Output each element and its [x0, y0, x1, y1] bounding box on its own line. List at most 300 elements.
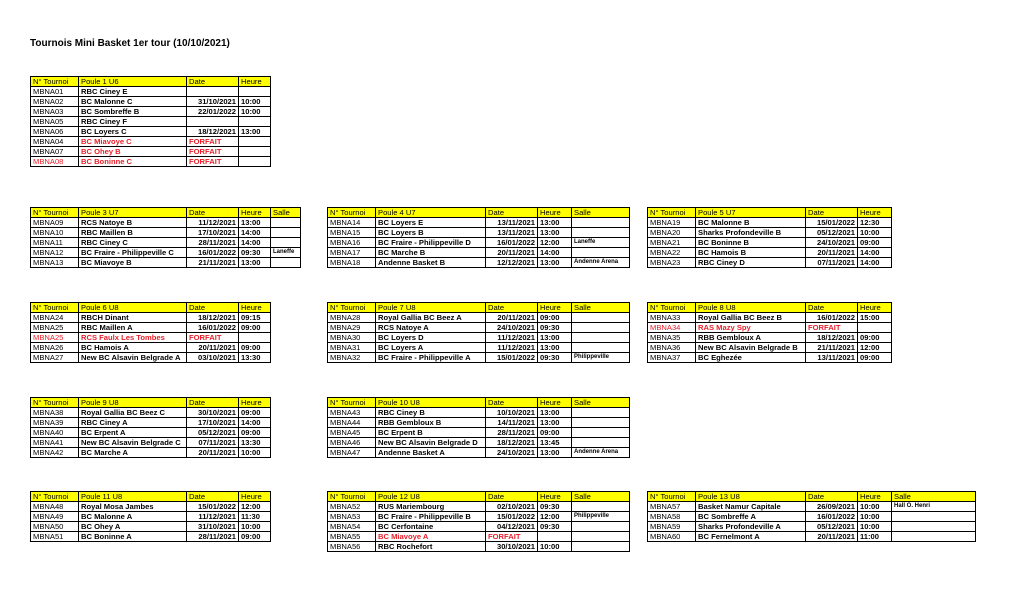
- header-date: Date: [486, 303, 538, 313]
- num-tournoi-cell: MBNA13: [31, 258, 79, 268]
- team-cell: Royal Gallia BC Beez C: [79, 408, 187, 418]
- date-cell: 15/01/2022: [486, 353, 538, 363]
- heure-cell: 14:00: [239, 418, 271, 428]
- num-tournoi-cell: MBNA49: [31, 512, 79, 522]
- num-tournoi-cell: MBNA59: [648, 522, 696, 532]
- salle-cell: [572, 532, 630, 542]
- num-tournoi-cell: MBNA50: [31, 522, 79, 532]
- date-cell: 24/10/2021: [486, 323, 538, 333]
- num-tournoi-cell: MBNA34: [648, 323, 696, 333]
- team-cell: BC Fraire - Philippeville B: [376, 512, 486, 522]
- num-tournoi-cell: MBNA55: [328, 532, 376, 542]
- heure-cell: 10:00: [858, 512, 892, 522]
- team-cell: New BC Alsavin Belgrade A: [79, 353, 187, 363]
- date-cell: 13/11/2021: [486, 228, 538, 238]
- team-cell: BC Eghezée: [696, 353, 806, 363]
- heure-cell: 10:00: [858, 522, 892, 532]
- date-cell: 14/11/2021: [486, 418, 538, 428]
- heure-cell: 09:00: [239, 408, 271, 418]
- date-cell: 13/11/2021: [486, 218, 538, 228]
- table-row: [328, 333, 630, 343]
- table-row: [648, 323, 892, 333]
- salle-cell: [572, 542, 630, 552]
- num-tournoi-cell: MBNA37: [648, 353, 696, 363]
- num-tournoi-cell: MBNA46: [328, 438, 376, 448]
- header-poule-name: Poule 9 U8: [79, 398, 187, 408]
- date-cell: 13/11/2021: [806, 353, 858, 363]
- date-cell: 11/12/2021: [187, 512, 239, 522]
- date-cell: 20/11/2021: [486, 313, 538, 323]
- num-tournoi-cell: MBNA11: [31, 238, 79, 248]
- heure-cell: 09:30: [538, 323, 572, 333]
- num-tournoi-cell: MBNA39: [31, 418, 79, 428]
- date-cell: 22/01/2022: [187, 107, 239, 117]
- team-cell: BC Malonne A: [79, 512, 187, 522]
- heure-cell: 13:00: [239, 127, 271, 137]
- header-poule-name: Poule 13 U8: [696, 492, 806, 502]
- heure-cell: 12:00: [858, 343, 892, 353]
- table-row: [31, 353, 271, 363]
- date-cell: 18/12/2021: [806, 333, 858, 343]
- table-row: [328, 323, 630, 333]
- team-cell: BC Miavoye C: [79, 137, 187, 147]
- poule-table: [30, 302, 271, 363]
- num-tournoi-cell: MBNA03: [31, 107, 79, 117]
- date-cell: 21/11/2021: [806, 343, 858, 353]
- date-cell: FORFAIT: [486, 532, 538, 542]
- team-cell: BC Marche B: [376, 248, 486, 258]
- num-tournoi-cell: MBNA43: [328, 408, 376, 418]
- team-cell: BC Fraire - Philippeville D: [376, 238, 486, 248]
- heure-cell: 10:00: [538, 542, 572, 552]
- num-tournoi-cell: MBNA36: [648, 343, 696, 353]
- num-tournoi-cell: MBNA41: [31, 438, 79, 448]
- table-row: [648, 313, 892, 323]
- table-row: [648, 522, 976, 532]
- header-salle: Salle: [572, 492, 630, 502]
- table-row: [31, 323, 271, 333]
- date-cell: 17/10/2021: [187, 418, 239, 428]
- team-cell: Basket Namur Capitale: [696, 502, 806, 512]
- heure-cell: 12:30: [858, 218, 892, 228]
- num-tournoi-cell: MBNA52: [328, 502, 376, 512]
- team-cell: RBC Ciney F: [79, 117, 187, 127]
- date-cell: 18/12/2021: [486, 438, 538, 448]
- table-row: [31, 448, 271, 458]
- header-salle: Salle: [572, 303, 630, 313]
- team-cell: RBC Ciney A: [79, 418, 187, 428]
- table-row: [328, 502, 630, 512]
- header-date: Date: [187, 208, 239, 218]
- salle-cell: [271, 238, 301, 248]
- table-row: [328, 438, 630, 448]
- heure-cell: 13:00: [239, 258, 271, 268]
- salle-cell: [572, 438, 630, 448]
- num-tournoi-cell: MBNA10: [31, 228, 79, 238]
- heure-cell: 15:00: [858, 313, 892, 323]
- date-cell: 28/11/2021: [486, 428, 538, 438]
- salle-cell: [572, 408, 630, 418]
- num-tournoi-cell: MBNA25: [31, 333, 79, 343]
- header-num-tournoi: N° Tournoi: [31, 492, 79, 502]
- num-tournoi-cell: MBNA47: [328, 448, 376, 458]
- poule-header-row: [328, 492, 630, 502]
- header-num-tournoi: N° Tournoi: [648, 303, 696, 313]
- team-cell: BC Ohey A: [79, 522, 187, 532]
- heure-cell: 13:00: [538, 343, 572, 353]
- header-poule-name: Poule 11 U8: [79, 492, 187, 502]
- heure-cell: 10:00: [858, 228, 892, 238]
- team-cell: BC Fraire - Philippeville A: [376, 353, 486, 363]
- header-num-tournoi: N° Tournoi: [31, 303, 79, 313]
- date-cell: 30/10/2021: [187, 408, 239, 418]
- team-cell: BC Sombreffe B: [79, 107, 187, 117]
- team-cell: BC Sombreffe A: [696, 512, 806, 522]
- heure-cell: 09:00: [239, 428, 271, 438]
- heure-cell: 09:15: [239, 313, 271, 323]
- poule-header-row: [328, 303, 630, 313]
- salle-cell: [572, 218, 630, 228]
- heure-cell: 14:00: [239, 238, 271, 248]
- date-cell: 30/10/2021: [486, 542, 538, 552]
- header-date: Date: [187, 492, 239, 502]
- date-cell: 28/11/2021: [187, 532, 239, 542]
- team-cell: Andenne Basket B: [376, 258, 486, 268]
- team-cell: Royal Gallia BC Beez A: [376, 313, 486, 323]
- date-cell: 02/10/2021: [486, 502, 538, 512]
- heure-cell: [239, 147, 271, 157]
- table-row: [31, 107, 271, 117]
- header-num-tournoi: N° Tournoi: [648, 492, 696, 502]
- heure-cell: 12:00: [239, 502, 271, 512]
- header-heure: Heure: [858, 303, 892, 313]
- salle-cell: Laneffe: [572, 238, 630, 248]
- num-tournoi-cell: MBNA31: [328, 343, 376, 353]
- header-heure: Heure: [538, 303, 572, 313]
- date-cell: 10/10/2021: [486, 408, 538, 418]
- team-cell: BC Ohey B: [79, 147, 187, 157]
- salle-cell: [572, 228, 630, 238]
- header-poule-name: Poule 12 U8: [376, 492, 486, 502]
- heure-cell: 10:00: [239, 107, 271, 117]
- team-cell: New BC Alsavin Belgrade D: [376, 438, 486, 448]
- team-cell: New BC Alsavin Belgrade B: [696, 343, 806, 353]
- poule-header-row: [31, 77, 271, 87]
- team-cell: BC Hamois B: [696, 248, 806, 258]
- salle-cell: [572, 323, 630, 333]
- date-cell: 11/12/2021: [486, 343, 538, 353]
- date-cell: 15/01/2022: [486, 512, 538, 522]
- date-cell: 20/11/2021: [187, 343, 239, 353]
- team-cell: BC Boninne C: [79, 157, 187, 167]
- heure-cell: 09:00: [858, 333, 892, 343]
- header-poule-name: Poule 1 U6: [79, 77, 187, 87]
- heure-cell: 14:00: [538, 248, 572, 258]
- table-row: [31, 157, 271, 167]
- team-cell: RBB Gembloux B: [376, 418, 486, 428]
- poule-table: [327, 207, 630, 268]
- heure-cell: 09:00: [239, 532, 271, 542]
- num-tournoi-cell: MBNA25: [31, 323, 79, 333]
- date-cell: 24/10/2021: [486, 448, 538, 458]
- team-cell: New BC Alsavin Belgrade C: [79, 438, 187, 448]
- date-cell: 16/01/2022: [187, 248, 239, 258]
- salle-cell: Laneffe: [271, 248, 301, 258]
- team-cell: BC Malonne C: [79, 97, 187, 107]
- team-cell: RBC Rochefort: [376, 542, 486, 552]
- table-row: [328, 238, 630, 248]
- team-cell: Sharks Profondeville B: [696, 228, 806, 238]
- num-tournoi-cell: MBNA44: [328, 418, 376, 428]
- table-row: [328, 448, 630, 458]
- date-cell: 07/11/2021: [806, 258, 858, 268]
- date-cell: [187, 87, 239, 97]
- date-cell: 16/01/2022: [187, 323, 239, 333]
- num-tournoi-cell: MBNA51: [31, 532, 79, 542]
- date-cell: FORFAIT: [806, 323, 858, 333]
- num-tournoi-cell: MBNA17: [328, 248, 376, 258]
- header-heure: Heure: [858, 492, 892, 502]
- team-cell: RBB Gembloux A: [696, 333, 806, 343]
- team-cell: BC Loyers B: [376, 228, 486, 238]
- heure-cell: 13:00: [538, 258, 572, 268]
- team-cell: RBC Ciney B: [376, 408, 486, 418]
- header-heure: Heure: [239, 303, 271, 313]
- table-row: [31, 418, 271, 428]
- header-poule-name: Poule 10 U8: [376, 398, 486, 408]
- table-row: [328, 353, 630, 363]
- table-row: [31, 512, 271, 522]
- date-cell: 18/12/2021: [187, 313, 239, 323]
- team-cell: BC Loyers D: [376, 333, 486, 343]
- team-cell: BC Fraire - Philippeville C: [79, 248, 187, 258]
- table-row: [328, 218, 630, 228]
- num-tournoi-cell: MBNA06: [31, 127, 79, 137]
- table-row: [31, 333, 271, 343]
- salle-cell: Philippeville: [572, 353, 630, 363]
- num-tournoi-cell: MBNA24: [31, 313, 79, 323]
- heure-cell: 10:00: [239, 97, 271, 107]
- header-date: Date: [187, 398, 239, 408]
- team-cell: BC Hamois A: [79, 343, 187, 353]
- num-tournoi-cell: MBNA56: [328, 542, 376, 552]
- heure-cell: 14:00: [858, 248, 892, 258]
- table-row: [648, 228, 892, 238]
- header-heure: Heure: [239, 208, 271, 218]
- header-poule-name: Poule 3 U7: [79, 208, 187, 218]
- header-salle: Salle: [271, 208, 301, 218]
- table-row: [328, 532, 630, 542]
- date-cell: 05/12/2021: [806, 228, 858, 238]
- date-cell: FORFAIT: [187, 157, 239, 167]
- heure-cell: 09:00: [538, 313, 572, 323]
- header-poule-name: Poule 5 U7: [696, 208, 806, 218]
- heure-cell: [858, 323, 892, 333]
- heure-cell: 14:00: [858, 258, 892, 268]
- date-cell: 15/01/2022: [187, 502, 239, 512]
- salle-cell: [572, 313, 630, 323]
- table-row: [648, 218, 892, 228]
- num-tournoi-cell: MBNA20: [648, 228, 696, 238]
- team-cell: RBC Ciney E: [79, 87, 187, 97]
- num-tournoi-cell: MBNA18: [328, 258, 376, 268]
- header-heure: Heure: [538, 208, 572, 218]
- table-row: [648, 238, 892, 248]
- heure-cell: 13:00: [538, 408, 572, 418]
- salle-cell: [271, 218, 301, 228]
- table-row: [328, 228, 630, 238]
- table-row: [31, 218, 301, 228]
- heure-cell: 13:45: [538, 438, 572, 448]
- poule-header-row: [31, 492, 271, 502]
- poule-table: [327, 397, 630, 458]
- team-cell: BC Erpent B: [376, 428, 486, 438]
- date-cell: 31/10/2021: [187, 97, 239, 107]
- num-tournoi-cell: MBNA23: [648, 258, 696, 268]
- date-cell: 04/12/2021: [486, 522, 538, 532]
- header-heure: Heure: [538, 492, 572, 502]
- salle-cell: [892, 512, 976, 522]
- poule-table: [327, 302, 630, 363]
- date-cell: 11/12/2021: [187, 218, 239, 228]
- table-row: [328, 512, 630, 522]
- team-cell: BC Miavoye B: [79, 258, 187, 268]
- num-tournoi-cell: MBNA02: [31, 97, 79, 107]
- table-row: [648, 333, 892, 343]
- poule-table: [647, 302, 892, 363]
- poule-table: [647, 491, 976, 542]
- date-cell: 31/10/2021: [187, 522, 239, 532]
- header-date: Date: [486, 208, 538, 218]
- num-tournoi-cell: MBNA57: [648, 502, 696, 512]
- team-cell: RCS Natoye A: [376, 323, 486, 333]
- table-row: [31, 228, 301, 238]
- team-cell: BC Loyers A: [376, 343, 486, 353]
- poule-table: [647, 207, 892, 268]
- num-tournoi-cell: MBNA04: [31, 137, 79, 147]
- header-poule-name: Poule 4 U7: [376, 208, 486, 218]
- num-tournoi-cell: MBNA19: [648, 218, 696, 228]
- num-tournoi-cell: MBNA58: [648, 512, 696, 522]
- num-tournoi-cell: MBNA33: [648, 313, 696, 323]
- poule-table: [30, 76, 271, 167]
- heure-cell: 09:00: [858, 353, 892, 363]
- heure-cell: 09:30: [538, 502, 572, 512]
- heure-cell: 10:00: [239, 448, 271, 458]
- header-num-tournoi: N° Tournoi: [328, 398, 376, 408]
- table-row: [31, 532, 271, 542]
- salle-cell: [892, 522, 976, 532]
- date-cell: 20/11/2021: [187, 448, 239, 458]
- num-tournoi-cell: MBNA29: [328, 323, 376, 333]
- header-num-tournoi: N° Tournoi: [328, 492, 376, 502]
- header-heure: Heure: [538, 398, 572, 408]
- num-tournoi-cell: MBNA12: [31, 248, 79, 258]
- date-cell: 05/12/2021: [187, 428, 239, 438]
- table-row: [31, 87, 271, 97]
- table-row: [328, 408, 630, 418]
- poule-header-row: [648, 303, 892, 313]
- team-cell: BC Boninne A: [79, 532, 187, 542]
- team-cell: RBC Ciney C: [79, 238, 187, 248]
- heure-cell: 09:00: [239, 343, 271, 353]
- team-cell: BC Erpent A: [79, 428, 187, 438]
- salle-cell: [271, 228, 301, 238]
- salle-cell: Philippeville: [572, 512, 630, 522]
- heure-cell: 13:00: [239, 218, 271, 228]
- salle-cell: Andenne Arena: [572, 448, 630, 458]
- header-date: Date: [806, 303, 858, 313]
- date-cell: 21/11/2021: [187, 258, 239, 268]
- date-cell: 16/01/2022: [806, 313, 858, 323]
- num-tournoi-cell: MBNA26: [31, 343, 79, 353]
- team-cell: BC Fernelmont A: [696, 532, 806, 542]
- table-row: [31, 408, 271, 418]
- poule-header-row: [328, 398, 630, 408]
- team-cell: RBC Maillen B: [79, 228, 187, 238]
- date-cell: 28/11/2021: [187, 238, 239, 248]
- header-heure: Heure: [239, 398, 271, 408]
- team-cell: BC Boninne B: [696, 238, 806, 248]
- poule-header-row: [31, 398, 271, 408]
- heure-cell: 13:00: [538, 228, 572, 238]
- table-row: [31, 147, 271, 157]
- table-row: [31, 127, 271, 137]
- header-num-tournoi: N° Tournoi: [31, 77, 79, 87]
- heure-cell: [239, 157, 271, 167]
- header-num-tournoi: N° Tournoi: [328, 208, 376, 218]
- date-cell: 20/11/2021: [486, 248, 538, 258]
- date-cell: 17/10/2021: [187, 228, 239, 238]
- table-row: [31, 238, 301, 248]
- table-row: [648, 532, 976, 542]
- salle-cell: [572, 522, 630, 532]
- salle-cell: [572, 428, 630, 438]
- table-row: [328, 313, 630, 323]
- header-heure: Heure: [239, 492, 271, 502]
- date-cell: FORFAIT: [187, 333, 239, 343]
- num-tournoi-cell: MBNA14: [328, 218, 376, 228]
- date-cell: FORFAIT: [187, 137, 239, 147]
- table-row: [31, 258, 301, 268]
- heure-cell: 09:30: [538, 522, 572, 532]
- salle-cell: Andenne Arena: [572, 258, 630, 268]
- heure-cell: 10:00: [239, 522, 271, 532]
- table-row: [648, 248, 892, 258]
- num-tournoi-cell: MBNA42: [31, 448, 79, 458]
- table-row: [31, 502, 271, 512]
- date-cell: [187, 117, 239, 127]
- num-tournoi-cell: MBNA38: [31, 408, 79, 418]
- heure-cell: [239, 137, 271, 147]
- header-num-tournoi: N° Tournoi: [648, 208, 696, 218]
- team-cell: RAS Mazy Spy: [696, 323, 806, 333]
- team-cell: Royal Mosa Jambes: [79, 502, 187, 512]
- heure-cell: 13:00: [538, 333, 572, 343]
- team-cell: BC Loyers C: [79, 127, 187, 137]
- poule-table: [30, 491, 271, 542]
- date-cell: 03/10/2021: [187, 353, 239, 363]
- header-num-tournoi: N° Tournoi: [328, 303, 376, 313]
- salle-cell: [892, 532, 976, 542]
- date-cell: 20/11/2021: [806, 248, 858, 258]
- poule-table: [327, 491, 630, 552]
- team-cell: Royal Gallia BC Beez B: [696, 313, 806, 323]
- num-tournoi-cell: MBNA54: [328, 522, 376, 532]
- team-cell: RBCH Dinant: [79, 313, 187, 323]
- heure-cell: [239, 117, 271, 127]
- num-tournoi-cell: MBNA60: [648, 532, 696, 542]
